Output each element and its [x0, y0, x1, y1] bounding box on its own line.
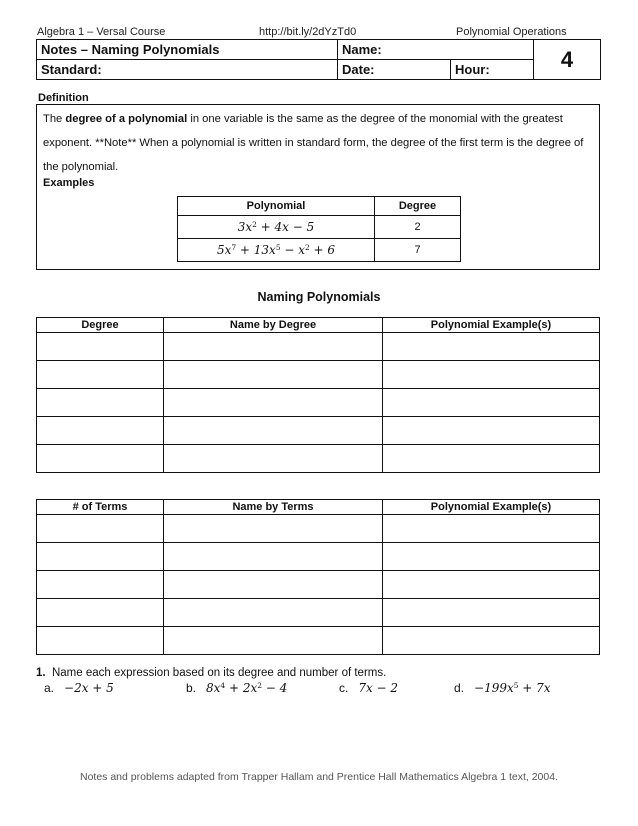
table-cell[interactable]: [164, 445, 383, 473]
table-cell[interactable]: [37, 389, 164, 417]
footer-note: Notes and problems adapted from Trapper Hallam and Prentice Hall Mathematics Algebra 1 text, 2004.: [79, 771, 558, 783]
table-row: [37, 543, 600, 571]
option-label: a.: [44, 681, 55, 695]
table-cell[interactable]: [164, 515, 383, 543]
degree-naming-table: [36, 317, 600, 473]
degree-header: Degree: [375, 197, 461, 216]
definition-box: [36, 104, 600, 270]
table-cell[interactable]: [37, 445, 164, 473]
name-field[interactable]: Name:: [338, 40, 534, 60]
column-header: Polynomial Example(s): [383, 318, 600, 333]
column-header: Polynomial Example(s): [383, 500, 600, 515]
table-cell[interactable]: [383, 599, 600, 627]
expression-a: a. −2x + 5: [44, 681, 114, 695]
example-polynomial-1: $3x^2 + 4x - 5$: [178, 216, 375, 239]
column-header: Degree: [37, 318, 164, 333]
info-table: [36, 39, 601, 80]
date-field[interactable]: Date:: [338, 60, 451, 80]
polynomial-header: Polynomial: [178, 197, 375, 216]
table-cell[interactable]: [37, 515, 164, 543]
table-cell[interactable]: [164, 361, 383, 389]
definition-term: degree of a polynomial: [65, 113, 188, 125]
definition-label: Definition: [38, 92, 89, 104]
table-cell[interactable]: [37, 599, 164, 627]
column-header: Name by Degree: [164, 318, 383, 333]
table-cell[interactable]: [37, 627, 164, 655]
table-row: [37, 333, 600, 361]
table-row: [37, 417, 600, 445]
example-degree-1: 2: [375, 216, 461, 239]
source-url[interactable]: http://bit.ly/2dYzTd0: [259, 26, 357, 38]
table-cell[interactable]: [383, 389, 600, 417]
table-cell[interactable]: [383, 445, 600, 473]
option-label: d.: [454, 681, 465, 695]
example-degree-2: 7: [375, 239, 461, 262]
expression-c: c. 7x − 2: [339, 681, 399, 695]
expression-b: b. $8x^4 + 2x^2 - 4$: [186, 680, 288, 695]
option-label: c.: [339, 681, 349, 695]
table-cell[interactable]: [383, 543, 600, 571]
table-row: [37, 515, 600, 543]
notes-title: Notes – Naming Polynomials: [37, 40, 338, 60]
naming-title: Naming Polynomials: [257, 290, 381, 304]
table-cell[interactable]: [383, 627, 600, 655]
table-cell[interactable]: [164, 389, 383, 417]
table-cell[interactable]: [37, 361, 164, 389]
table-row: [37, 599, 600, 627]
question-text: Name each expression based on its degree and number of terms.: [51, 667, 387, 679]
table-cell[interactable]: [164, 599, 383, 627]
course-title: Algebra 1 – Versal Course: [37, 26, 166, 38]
table-cell[interactable]: [383, 417, 600, 445]
table-cell[interactable]: [164, 333, 383, 361]
table-row: [37, 389, 600, 417]
table-cell[interactable]: [37, 571, 164, 599]
expression-d: d. $-199x^5 + 7x$: [454, 680, 551, 695]
table-cell[interactable]: [383, 515, 600, 543]
table-row: [37, 627, 600, 655]
column-header: Name by Terms: [164, 500, 383, 515]
column-header: # of Terms: [37, 500, 164, 515]
question-number: 1.: [36, 667, 46, 679]
table-cell[interactable]: [383, 361, 600, 389]
table-cell[interactable]: [164, 543, 383, 571]
table-cell[interactable]: [164, 417, 383, 445]
examples-label: Examples: [43, 177, 95, 189]
option-label: b.: [186, 681, 197, 695]
question-1: [36, 667, 386, 679]
table-row: [37, 445, 600, 473]
table-cell[interactable]: [164, 627, 383, 655]
notes-number: 4: [534, 40, 601, 80]
unit-title: Polynomial Operations: [456, 26, 567, 38]
table-row: [37, 361, 600, 389]
example-polynomial-2: $5x^7 + 13x^5 - x^2 + 6$: [178, 239, 375, 262]
table-cell[interactable]: [164, 571, 383, 599]
table-row: [37, 571, 600, 599]
table-row: [178, 239, 461, 262]
table-cell[interactable]: [383, 571, 600, 599]
table-cell[interactable]: [37, 417, 164, 445]
standard-field[interactable]: Standard:: [37, 60, 338, 80]
examples-table: [177, 196, 461, 262]
table-cell[interactable]: [383, 333, 600, 361]
table-cell[interactable]: [37, 333, 164, 361]
table-cell[interactable]: [37, 543, 164, 571]
hour-field[interactable]: Hour:: [451, 60, 534, 80]
table-row: [178, 216, 461, 239]
definition-text: The degree of a polynomial in one variable is the same as the degree of the monomial with the greatest exponent. **Note** When a polynomial is written in standard form, the degree of the first term is the degree of the polynomial.: [43, 113, 584, 173]
terms-naming-table: [36, 499, 600, 655]
